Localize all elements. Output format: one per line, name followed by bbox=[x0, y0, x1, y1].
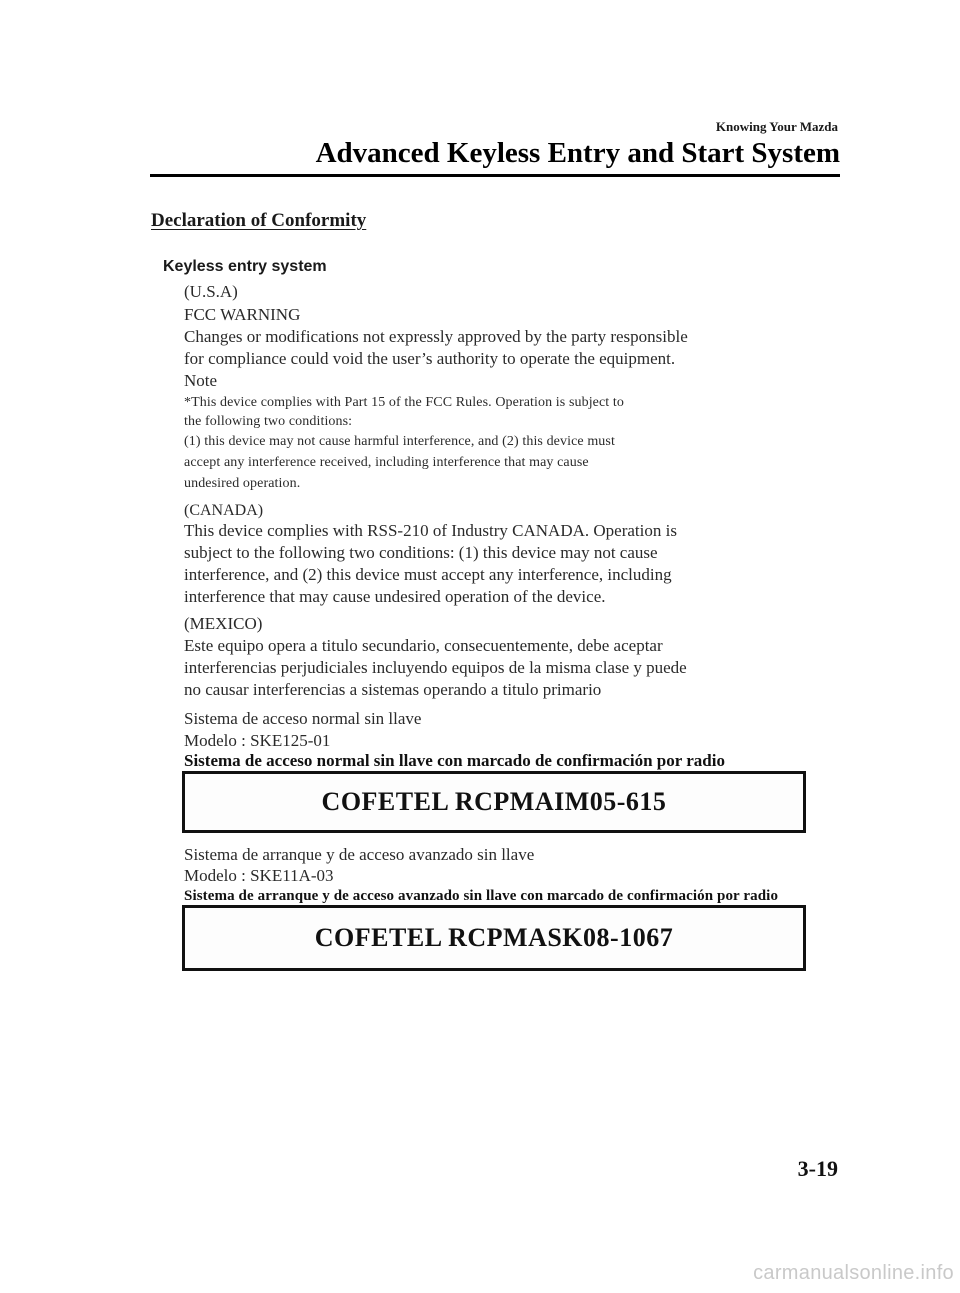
header-rule bbox=[150, 174, 840, 177]
fcc-warning-line: for compliance could void the user’s authority to operate the equipment. bbox=[184, 349, 676, 368]
system1-label: Sistema de acceso normal sin llave con marcado de confirmación por radio bbox=[184, 751, 725, 770]
mexico-line: Este equipo opera a titulo secundario, consecuentemente, debe aceptar bbox=[184, 636, 663, 655]
note-title: Note bbox=[184, 371, 218, 390]
note-line: the following two conditions: bbox=[184, 414, 353, 429]
note-line: (1) this device may not cause harmful interference, and (2) this device must bbox=[184, 434, 615, 449]
canada-region: (CANADA) bbox=[184, 502, 264, 519]
note-line: accept any interference received, including interference that may cause bbox=[184, 455, 589, 470]
system1-model: Modelo : SKE125-01 bbox=[184, 731, 331, 750]
system2-model: Modelo : SKE11A-03 bbox=[184, 866, 334, 885]
canada-line: This device complies with RSS-210 of Industry CANADA. Operation is bbox=[184, 521, 677, 540]
keyless-entry-subheading: Keyless entry system bbox=[163, 258, 327, 275]
page-number: 3-19 bbox=[797, 1156, 838, 1181]
system2-label: Sistema de arranque y de acceso avanzado sin llave con marcado de confirmación por radio bbox=[184, 888, 779, 904]
fcc-warning-line: Changes or modifications not expressly approved by the party responsible bbox=[184, 327, 688, 346]
cofetel-box bbox=[182, 905, 806, 971]
mexico-line: interferencias perjudiciales incluyendo equipos de la misma clase y puede bbox=[184, 658, 687, 677]
declaration-heading: Declaration of Conformity bbox=[151, 210, 367, 231]
cofetel-box bbox=[182, 771, 806, 833]
system1-name: Sistema de acceso normal sin llave bbox=[184, 709, 422, 728]
system2-name: Sistema de arranque y de acceso avanzado sin llave bbox=[184, 845, 535, 864]
mexico-line: no causar interferencias a sistemas operando a titulo primario bbox=[184, 680, 602, 699]
note-line: *This device complies with Part 15 of the FCC Rules. Operation is subject to bbox=[184, 395, 624, 410]
cofetel-code: COFETEL RCPMASK08-1067 bbox=[314, 923, 674, 952]
mexico-region: (MEXICO) bbox=[184, 614, 263, 633]
canada-line: interference that may cause undesired operation of the device. bbox=[184, 587, 606, 606]
chapter-label: Knowing Your Mazda bbox=[715, 119, 838, 134]
usa-region: (U.S.A) bbox=[184, 282, 238, 301]
canada-line: subject to the following two conditions: (1) this device may not cause bbox=[184, 543, 658, 562]
canada-line: interference, and (2) this device must accept any interference, including bbox=[184, 565, 672, 584]
section-title: Advanced Keyless Entry and Start System bbox=[315, 137, 840, 169]
cofetel-code: COFETEL RCPMAIM05-615 bbox=[321, 787, 667, 816]
watermark: carmanualsonline.info bbox=[753, 1262, 954, 1284]
fcc-warning-title: FCC WARNING bbox=[184, 305, 301, 324]
note-line: undesired operation. bbox=[184, 476, 301, 491]
